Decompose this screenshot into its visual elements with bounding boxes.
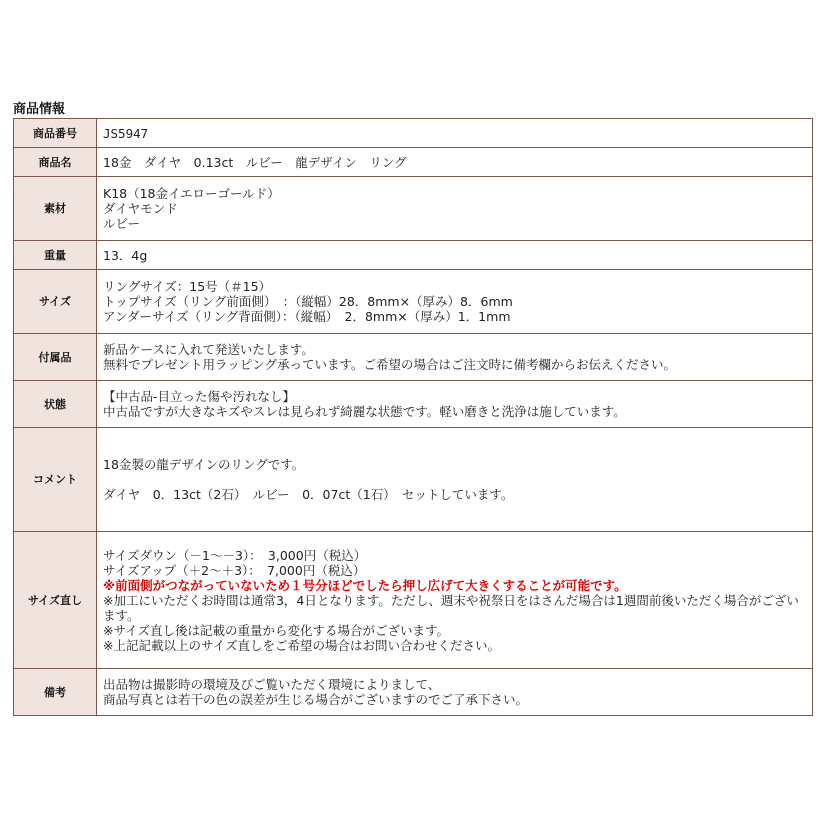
size-line: アンダーサイズ（リング背面側）：（縦幅） 2．8mm×（厚み）1．1mm <box>103 309 511 324</box>
material-line: ダイヤモンド <box>103 201 178 216</box>
value-comment <box>97 428 813 532</box>
resize-line: ※上記記載以上のサイズ直しをご希望の場合はお問い合わせください。 <box>103 637 500 653</box>
table-row-resize <box>14 532 813 669</box>
label-comment: コメント <box>14 428 97 532</box>
label-resize: サイズ直し <box>14 532 97 669</box>
resize-line: サイズアップ（＋2～＋3）： 7,000円（税込） <box>103 562 366 578</box>
size-line: トップサイズ（リング前面側） ：（縦幅）28．8mm×（厚み）8．6mm <box>103 294 513 309</box>
product-info-table <box>13 118 813 716</box>
value-resize <box>97 532 813 669</box>
value-code: JS5947 <box>97 119 813 148</box>
label-weight: 重量 <box>14 241 97 270</box>
table-row-code <box>14 119 813 148</box>
table-row-size <box>14 270 813 334</box>
comment-line: 18金製の龍デザインのリングです。 <box>103 457 305 472</box>
value-notes <box>97 669 813 716</box>
condition-line: 【中古品-目立った傷や汚れなし】 <box>103 389 296 404</box>
accessories-line: 無料でプレゼント用ラッピング承っています。ご希望の場合はご注文時に備考欄からお伝えください。 <box>103 357 677 372</box>
resize-line: ※サイズ直し後は記載の重量から変化する場合がございます。 <box>103 622 449 638</box>
label-material: 素材 <box>14 177 97 241</box>
value-material <box>97 177 813 241</box>
section-title: 商品情報 <box>13 102 66 117</box>
value-name: 18金 ダイヤ 0.13ct ルビー 龍デザイン リング <box>97 148 813 177</box>
table-row-material <box>14 177 813 241</box>
label-code: 商品番号 <box>14 119 97 148</box>
comment-line: ダイヤ 0．13ct（2石） ルビー 0．07ct（1石） セットしています。 <box>103 487 514 502</box>
accessories-line: 新品ケースに入れて発送いたします。 <box>103 342 314 357</box>
label-notes: 備考 <box>14 669 97 716</box>
size-line: リングサイズ：15号（＃15） <box>103 279 272 294</box>
table-row-name <box>14 148 813 177</box>
material-line: K18（18金イエローゴールド） <box>103 186 280 201</box>
value-weight: 13．4g <box>97 241 813 270</box>
value-size <box>97 270 813 334</box>
notes-line: 商品写真とは若干の色の誤差が生じる場合がございますのでご了承下さい。 <box>103 692 529 707</box>
condition-line: 中古品ですが大きなキズやスレは見られず綺麗な状態です。軽い磨きと洗浄は施しています。 <box>103 404 626 419</box>
resize-line: ※加工にいただくお時間は通常3，4日となります。ただし、週末や祝祭日をはさんだ場合は1週間前後いただく場合がございます。 <box>103 592 799 623</box>
table-row-weight <box>14 241 813 270</box>
table-row-notes <box>14 669 813 716</box>
label-condition: 状態 <box>14 381 97 428</box>
material-line: ルビー <box>103 216 141 231</box>
label-accessories: 付属品 <box>14 334 97 381</box>
notes-line: 出品物は撮影時の環境及びご覧いただく環境によりまして、 <box>103 677 441 692</box>
value-condition <box>97 381 813 428</box>
comment-spacer <box>103 472 806 487</box>
value-accessories <box>97 334 813 381</box>
label-name: 商品名 <box>14 148 97 177</box>
table-row-accessories <box>14 334 813 381</box>
label-size: サイズ <box>14 270 97 334</box>
resize-line: サイズダウン（－1～－3）： 3,000円（税込） <box>103 547 367 563</box>
resize-warning: ※前面側がつながっていないため１号分ほどでしたら押し広げて大きくすることが可能です。 <box>103 577 627 593</box>
table-row-condition <box>14 381 813 428</box>
table-row-comment <box>14 428 813 532</box>
